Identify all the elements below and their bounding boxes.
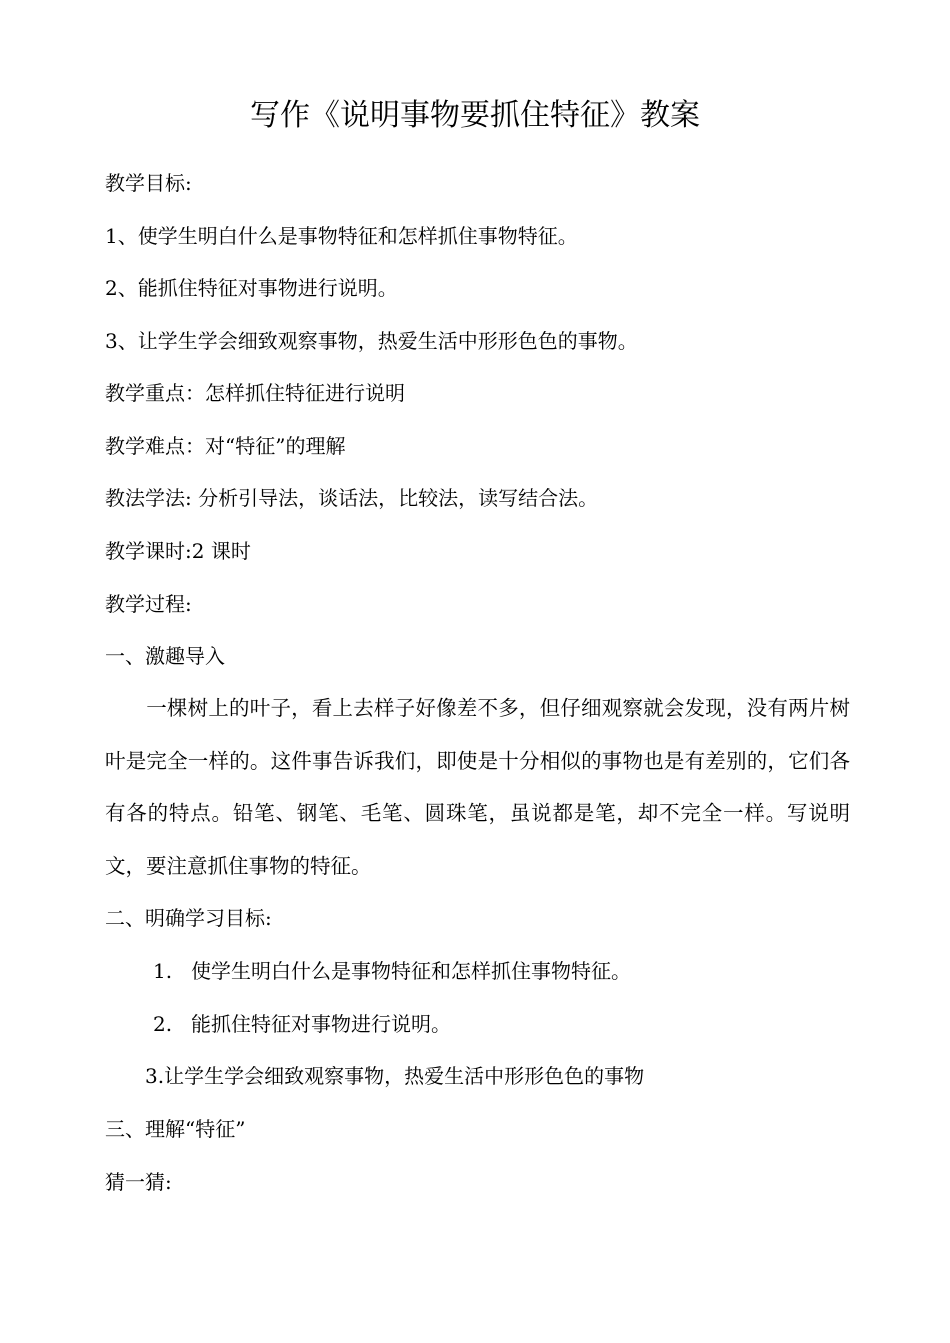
section-1-paragraph-text: 一棵树上的叶子，看上去样子好像差不多，但仔细观察就会发现，没有两片树叶是完全一样的。这件事告诉我们，即使是十分相似的事物也是有差别的，它们各有各的特点。铅笔、钢笔、毛笔、圆珠笔，虽说都是笔，却不完全一样。写说明文，要注意抓住事物的特征。 xyxy=(105,696,850,878)
goal-item-2 xyxy=(153,1010,451,1038)
objective-item-2: 2、能抓住特征对事物进行说明。 xyxy=(105,276,398,300)
goal-item-3: 3.让学生学会细致观察事物，热爱生活中形形色色的事物 xyxy=(145,1064,645,1088)
section-2-heading: 二、明确学习目标: xyxy=(105,906,272,930)
process-heading: 教学过程: xyxy=(105,592,192,616)
objective-item-3: 3、让学生学会细致观察事物，热爱生活中形形色色的事物。 xyxy=(105,329,638,353)
goal-item-1-number: 1. xyxy=(153,959,173,983)
difficulty-line: 教学难点：对“特征”的理解 xyxy=(105,434,346,458)
goal-item-2-number: 2. xyxy=(153,1012,173,1036)
hours-line: 教学课时:2 课时 xyxy=(105,539,251,563)
guess-heading: 猜一猜: xyxy=(105,1170,172,1194)
goal-item-1-text: 使学生明白什么是事物特征和怎样抓住事物特征。 xyxy=(191,959,631,983)
objectives-heading: 教学目标: xyxy=(105,171,192,195)
objective-item-1: 1、使学生明白什么是事物特征和怎样抓住事物特征。 xyxy=(105,224,578,248)
document-title: 写作《说明事物要抓住特征》教案 xyxy=(250,98,700,133)
goal-item-2-text: 能抓住特征对事物进行说明。 xyxy=(191,1012,451,1036)
key-point-line: 教学重点：怎样抓住特征进行说明 xyxy=(105,381,405,405)
section-1-heading: 一、激趣导入 xyxy=(105,644,225,668)
methods-line: 教法学法: 分析引导法，谈话法，比较法，读写结合法。 xyxy=(105,486,599,510)
section-1-paragraph xyxy=(105,682,850,892)
section-3-heading: 三、理解“特征” xyxy=(105,1117,246,1141)
goal-item-1 xyxy=(153,957,631,985)
